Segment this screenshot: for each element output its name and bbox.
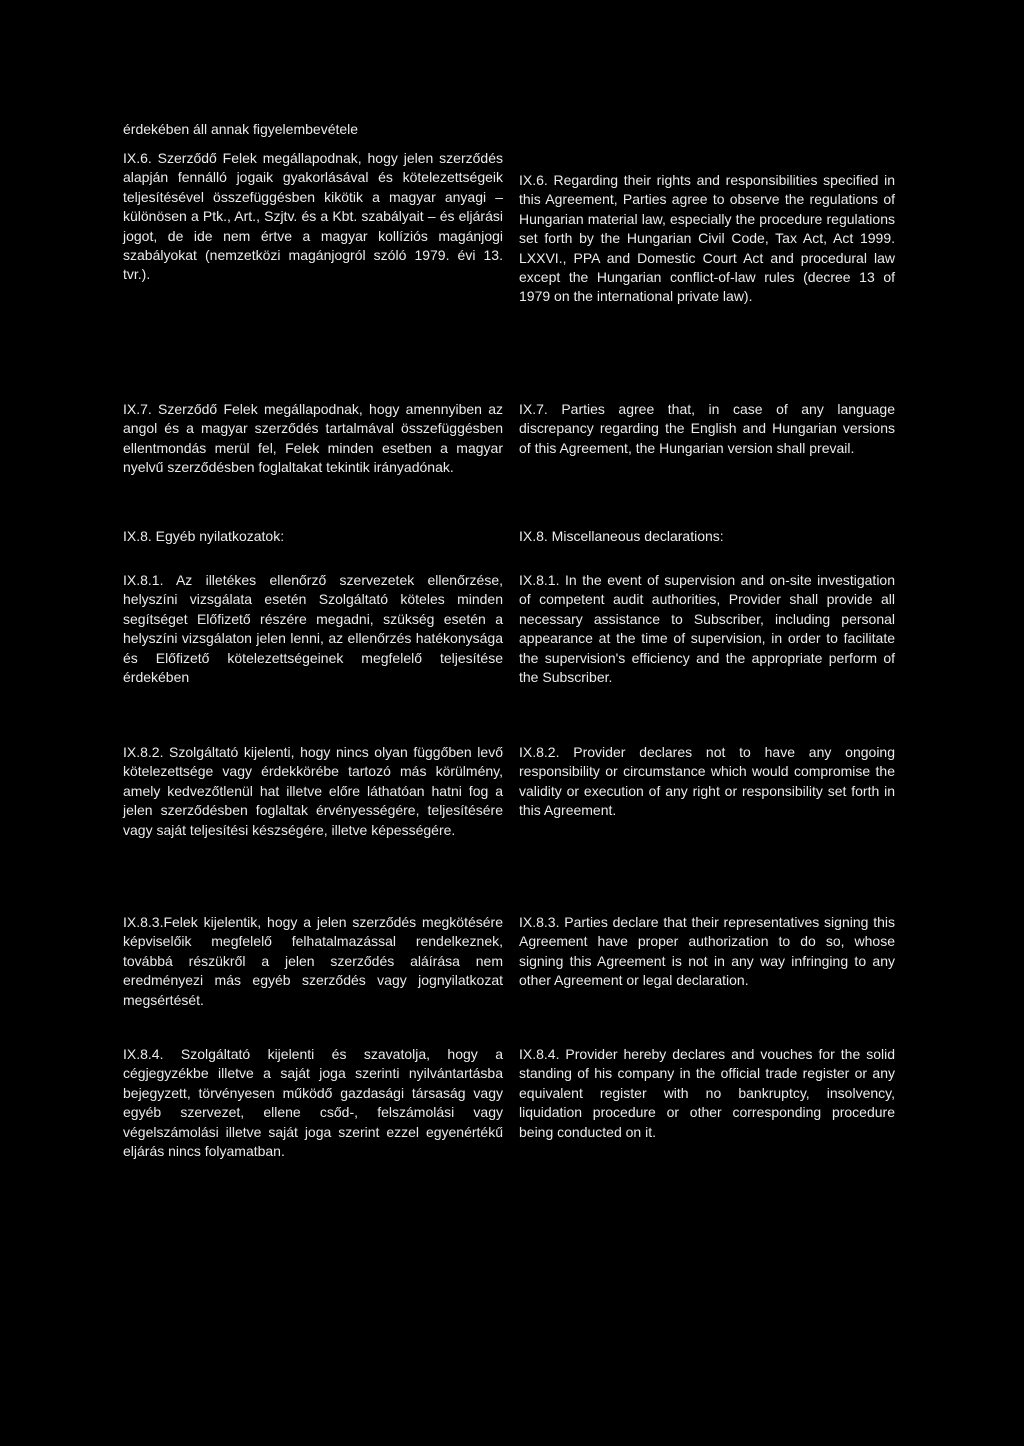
section-ix-8-2-hungarian: IX.8.2. Szolgáltató kijelenti, hogy nincs olyan függőben levő kötelezettsége vagy érdekkörébe tartozó más körülmény, amely kedvezőtlenül hat illetve előre láthatóan hatni fog a jelen szerződésben foglaltak érvényességére, teljesítésére vagy saját teljesítési készségére, illetve képességére. [123, 744, 503, 838]
section-ix-8-2-english: IX.8.2. Provider declares not to have any ongoing responsibility or circumstance which would compromise the validity or execution of any right or responsibility set forth in this Agreement. [519, 744, 895, 819]
section-ix-8-4-english: IX.8.4. Provider hereby declares and vouches for the solid standing of his company in the official trade register or any equivalent register with no bankruptcy, insolvency, liquidation procedure or other corresponding procedure being conducted on it. [519, 1046, 895, 1140]
section-ix-6-hungarian: IX.6. Szerződő Felek megállapodnak, hogy jelen szerződés alapján fennálló jogaik gyakorlásával és kötelezettségeik teljesítésével összefüggésben kikötik a magyar anyagi – különösen a Ptk., Art., Szjtv. és a Kbt. szabályait – és eljárási jogot, de ide nem értve a magyar kollíziós magánjogi szabályokat (nemzetközi magánjogról szóló 1979. évi 13. tvr.). [123, 150, 503, 283]
section-ix-8-hungarian: IX.8. Egyéb nyilatkozatok: [123, 528, 285, 544]
section-ix-8-3-hungarian: IX.8.3.Felek kijelentik, hogy a jelen szerződés megkötésére képviselőik megfelelő felhatalmazással rendelkeznek, továbbá részükről a jelen szerződés aláírása nem eredményezi más egyéb szerződés vagy jognyilatkozat megsértését. [123, 914, 503, 1008]
continued-text-fragment: érdekében áll annak figyelembevétele [123, 121, 359, 137]
section-ix-6-english: IX.6. Regarding their rights and responsibilities specified in this Agreement, Parties agree to observe the regulations of Hungarian material law, especially the procedure regulations set forth by the Hungarian Civil Code, Tax Act, Act 1999. LXXVI., PPA and Domestic Court Act and procedural law except the Hungarian conflict-of-law rules (decree 13 of 1979 on the international private law). [519, 172, 895, 305]
section-ix-7-hungarian: IX.7. Szerződő Felek megállapodnak, hogy amennyiben az angol és a magyar szerződés tartalmával összefüggésben ellentmondás merül fel, Felek minden esetben a magyar nyelvű szerződésben foglaltakat tekintik irányadónak. [123, 401, 503, 476]
section-ix-7-english: IX.7. Parties agree that, in case of any language discrepancy regarding the English and Hungarian versions of this Agreement, the Hungarian version shall prevail. [519, 401, 895, 456]
section-ix-8-3-english: IX.8.3. Parties declare that their representatives signing this Agreement have proper authorization to do so, whose signing this Agreement is not in any way infringing to any other Agreement or legal declaration. [519, 914, 895, 989]
section-ix-8-1-english: IX.8.1. In the event of supervision and on-site investigation of competent audit authorities, Provider shall provide all necessary assistance to Subscriber, including personal appearance at the time of supervision, in order to facilitate the supervision's efficiency and the appropriate perform of the Subscriber. [519, 572, 895, 686]
section-ix-8-4-hungarian: IX.8.4. Szolgáltató kijelenti és szavatolja, hogy a cégjegyzékbe illetve a saját joga szerinti nyilvántartásba bejegyzett, törvényesen működő gazdasági társaság vagy egyéb szervezet, ellene csőd-, felszámolási vagy végelszámolási illetve saját joga szerint ezzel egyenértékű eljárás nincs folyamatban. [123, 1046, 503, 1160]
section-ix-8-english: IX.8. Miscellaneous declarations: [519, 528, 724, 544]
section-ix-8-1-hungarian: IX.8.1. Az illetékes ellenőrző szervezetek ellenőrzése, helyszíni vizsgálata esetén Szolgáltató köteles minden segítséget Előfizető részére megadni, szükség esetén a helyszíni vizsgálaton jelen lenni, az ellenőrzés hatékonysága és Előfizető kötelezettségeinek megfelelő teljesítése érdekében [123, 572, 503, 686]
